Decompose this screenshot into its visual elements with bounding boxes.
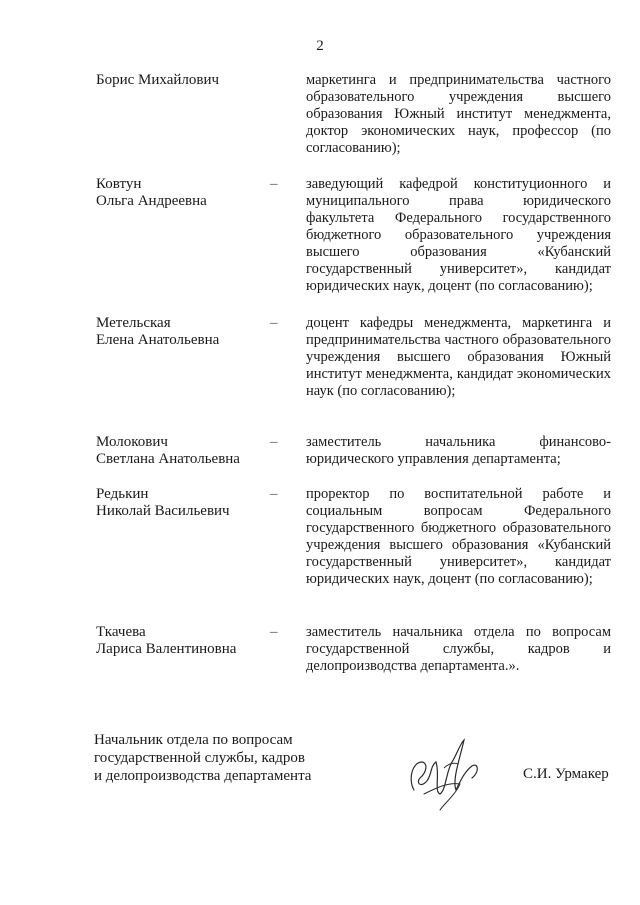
signatory-name: С.И. Урмакер	[523, 766, 609, 782]
member-description: проректор по воспитательной работе и социальным вопросам Федерального государственного бюджетного образовательного учреждения высшего образования «Кубанский государственный университет», кандидат юридических наук, доцент (по согласованию);	[306, 486, 611, 587]
page-number: 2	[316, 38, 324, 54]
member-given-names: Светлана Анатольевна	[96, 451, 240, 467]
member-description: заместитель начальника финансово-юридического управления департамента;	[306, 434, 611, 467]
member-given-names: Елена Анатольевна	[96, 332, 220, 348]
separator-dash: –	[270, 434, 278, 450]
member-surname: Метельская	[96, 315, 171, 331]
member-surname: Редькин	[96, 486, 149, 502]
member-given-names: Ольга Андреевна	[96, 193, 207, 209]
member-name-line: Борис Михайлович	[96, 72, 220, 88]
member-description: доцент кафедры менеджмента, маркетинга и предпринимательства частного образовательного учреждения высшего образования Южный институт менеджмента, кандидат экономических наук (по согласованию);	[306, 315, 611, 399]
signatory-title	[94, 731, 311, 785]
separator-dash: –	[270, 315, 278, 331]
member-surname: Молокович	[96, 434, 168, 450]
member-description: заведующий кафедрой конституционного и муниципального права юридического факультета Федерального государственного бюджетного образовательного учреждения высшего образования «Кубанский государственный университет», кандидат юридических наук, доцент (по согласованию);	[306, 176, 611, 294]
signatory-title-line: и делопроизводства департамента	[94, 768, 312, 784]
member-given-names: Лариса Валентиновна	[96, 641, 237, 657]
member-name	[96, 434, 276, 468]
member-surname: Ткачева	[96, 624, 146, 640]
member-description: маркетинга и предпринимательства частного образовательного учреждения высшего образования Южный институт менеджмента, доктор экономических наук, профессор (по согласованию);	[306, 72, 611, 156]
member-description: заместитель начальника отдела по вопросам государственной службы, кадров и делопроизводства департамента.».	[306, 624, 611, 674]
member-surname: Ковтун	[96, 176, 142, 192]
signatory-title-line: государственной службы, кадров	[94, 750, 305, 766]
member-given-names: Николай Васильевич	[96, 503, 230, 519]
member-name	[96, 624, 276, 658]
separator-dash: –	[270, 176, 278, 192]
member-name	[96, 72, 276, 89]
member-name	[96, 315, 276, 349]
separator-dash: –	[270, 624, 278, 640]
handwritten-signature	[400, 732, 490, 812]
member-name	[96, 486, 276, 520]
member-name	[96, 176, 276, 210]
separator-dash: –	[270, 486, 278, 502]
signatory-title-line: Начальник отдела по вопросам	[94, 732, 293, 748]
